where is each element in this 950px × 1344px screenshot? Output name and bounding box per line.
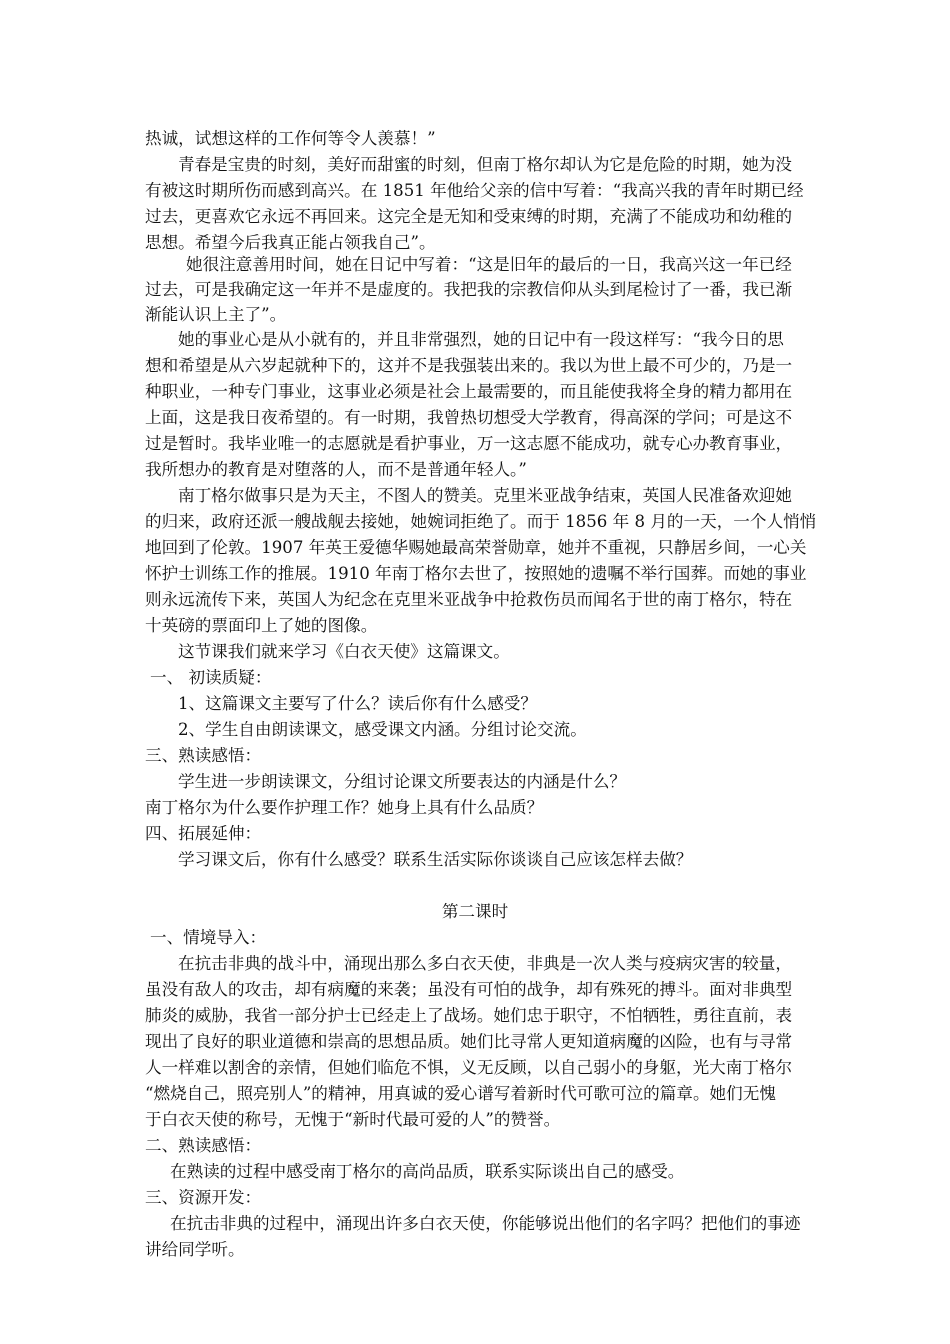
paragraph-line: 讲给同学听。 [145,1240,245,1259]
paragraph-line: 在抗击非典的过程中，涌现出许多白衣天使，你能够说出他们的名字吗？把他们的事迹 [170,1214,801,1233]
paragraph-line: 虽没有敌人的攻击，却有病魔的来袭；虽没有可怕的战争，却有殊死的搏斗。面对非典型 [145,980,793,999]
paragraph-line: 的归来，政府还派一艘战舰去接她，她婉词拒绝了。而于 1856 年 8 月的一天，一个人悄悄 [145,512,817,531]
paragraph-line: 于白衣天使的称号，无愧于“新时代最可爱的人”的赞誉。 [145,1110,561,1129]
paragraph-line: 过去，更喜欢它永远不再回来。这完全是无知和受束缚的时期，充满了不能成功和幼稚的 [145,207,793,226]
paragraph-line: 在抗击非典的战斗中，涌现出那么多白衣天使，非典是一次人类与疫病灾害的较量， [178,954,792,973]
paragraph-line: 过是暂时。我毕业唯一的志愿就是看护事业，万一这志愿不能成功，就专心办教育事业， [145,434,793,453]
paragraph-line: 思想。希望今后我真正能占领我自己”。 [145,233,436,252]
paragraph-line: 青春是宝贵的时刻，美好而甜蜜的时刻，但南丁格尔却认为它是危险的时期，她为没 [178,155,792,174]
section-heading: 一、 初读质疑： [150,668,272,687]
paragraph-line: 渐能认识上主了”。 [145,305,287,324]
paragraph-line: 她很注意善用时间，她在日记中写着：“这是旧年的最后的一日，我高兴这一年已经 [186,255,792,274]
paragraph-line: 上面，这是我日夜希望的。有一时期，我曾热切想受大学教育，得高深的学问；可是这不 [145,408,793,427]
paragraph-line: 学生进一步朗读课文，分组讨论课文所要表达的内涵是什么？ [178,772,627,791]
paragraph-line: 我所想办的教育是对堕落的人，而不是普通年轻人。” [145,460,527,479]
paragraph-line: 现出了良好的职业道德和崇高的思想品质。她们比寻常人更知道病魔的凶险，也有与寻常 [145,1032,793,1051]
paragraph-line: 南丁格尔做事只是为天主，不图人的赞美。克里米亚战争结束，英国人民准备欢迎她 [178,486,792,505]
paragraph-line: 则永远流传下来，英国人为纪念在克里米亚战争中抢救伤员而闻名于世的南丁格尔，特在 [145,590,793,609]
paragraph-line: 热诚，试想这样的工作何等令人羡慕！” [145,129,436,148]
list-item: 2、学生自由朗读课文，感受课文内涵。分组讨论交流。 [178,720,587,739]
paragraph-line: 在熟读的过程中感受南丁格尔的高尚品质，联系实际谈出自己的感受。 [170,1162,685,1181]
paragraph-line: 南丁格尔为什么要作护理工作？她身上具有什么品质？ [145,798,544,817]
paragraph-line: 有被这时期所伤而感到高兴。在 1851 年他给父亲的信中写着：“我高兴我的青年时期已经 [145,181,804,200]
paragraph-line: 人一样难以割舍的亲情，但她们临危不惧，义无反顾，以自己弱小的身躯，光大南丁格尔 [145,1058,793,1077]
section-heading: 二、熟读感悟： [145,1136,262,1155]
paragraph-line: 怀护士训练工作的推展。1910 年南丁格尔去世了，按照她的遗嘱不举行国葬。而她的事业 [145,564,807,583]
paragraph-line: 想和希望是从六岁起就种下的，这并不是我强装出来的。我以为世上最不可少的，乃是一 [145,356,793,375]
paragraph-line: 这节课我们就来学习《白衣天使》这篇课文。 [178,642,510,661]
paragraph-line: 肺炎的威胁，我省一部分护士已经走上了战场。她们忠于职守，不怕牺牲，勇往直前，表 [145,1006,793,1025]
section-heading: 三、资源开发： [145,1188,262,1207]
section-title: 第二课时 [441,902,509,921]
paragraph-line: 十英磅的票面印上了她的图像。 [145,616,378,635]
section-heading: 一、情境导入： [150,928,267,947]
paragraph-line: “燃烧自己，照亮别人”的精神，用真诚的爱心谱写着新时代可歌可泣的篇章。她们无愧 [145,1084,776,1103]
section-heading: 三、熟读感悟： [145,746,262,765]
section-heading: 四、拓展延伸： [145,824,262,843]
paragraph-line: 学习课文后，你有什么感受？联系生活实际你谈谈自己应该怎样去做？ [178,850,693,869]
paragraph-line: 种职业，一种专门事业，这事业必须是社会上最需要的，而且能使我将全身的精力都用在 [145,382,793,401]
paragraph-line: 地回到了伦敦。1907 年英王爱德华赐她最高荣誉勋章，她并不重视，只静居乡间，一心关 [145,538,807,557]
paragraph-line: 她的事业心是从小就有的，并且非常强烈，她的日记中有一段这样写：“我今日的思 [178,330,784,349]
list-item: 1、这篇课文主要写了什么？读后你有什么感受？ [178,694,538,713]
paragraph-line: 过去，可是我确定这一年并不是虚度的。我把我的宗教信仰从头到尾检讨了一番，我已渐 [145,280,793,299]
